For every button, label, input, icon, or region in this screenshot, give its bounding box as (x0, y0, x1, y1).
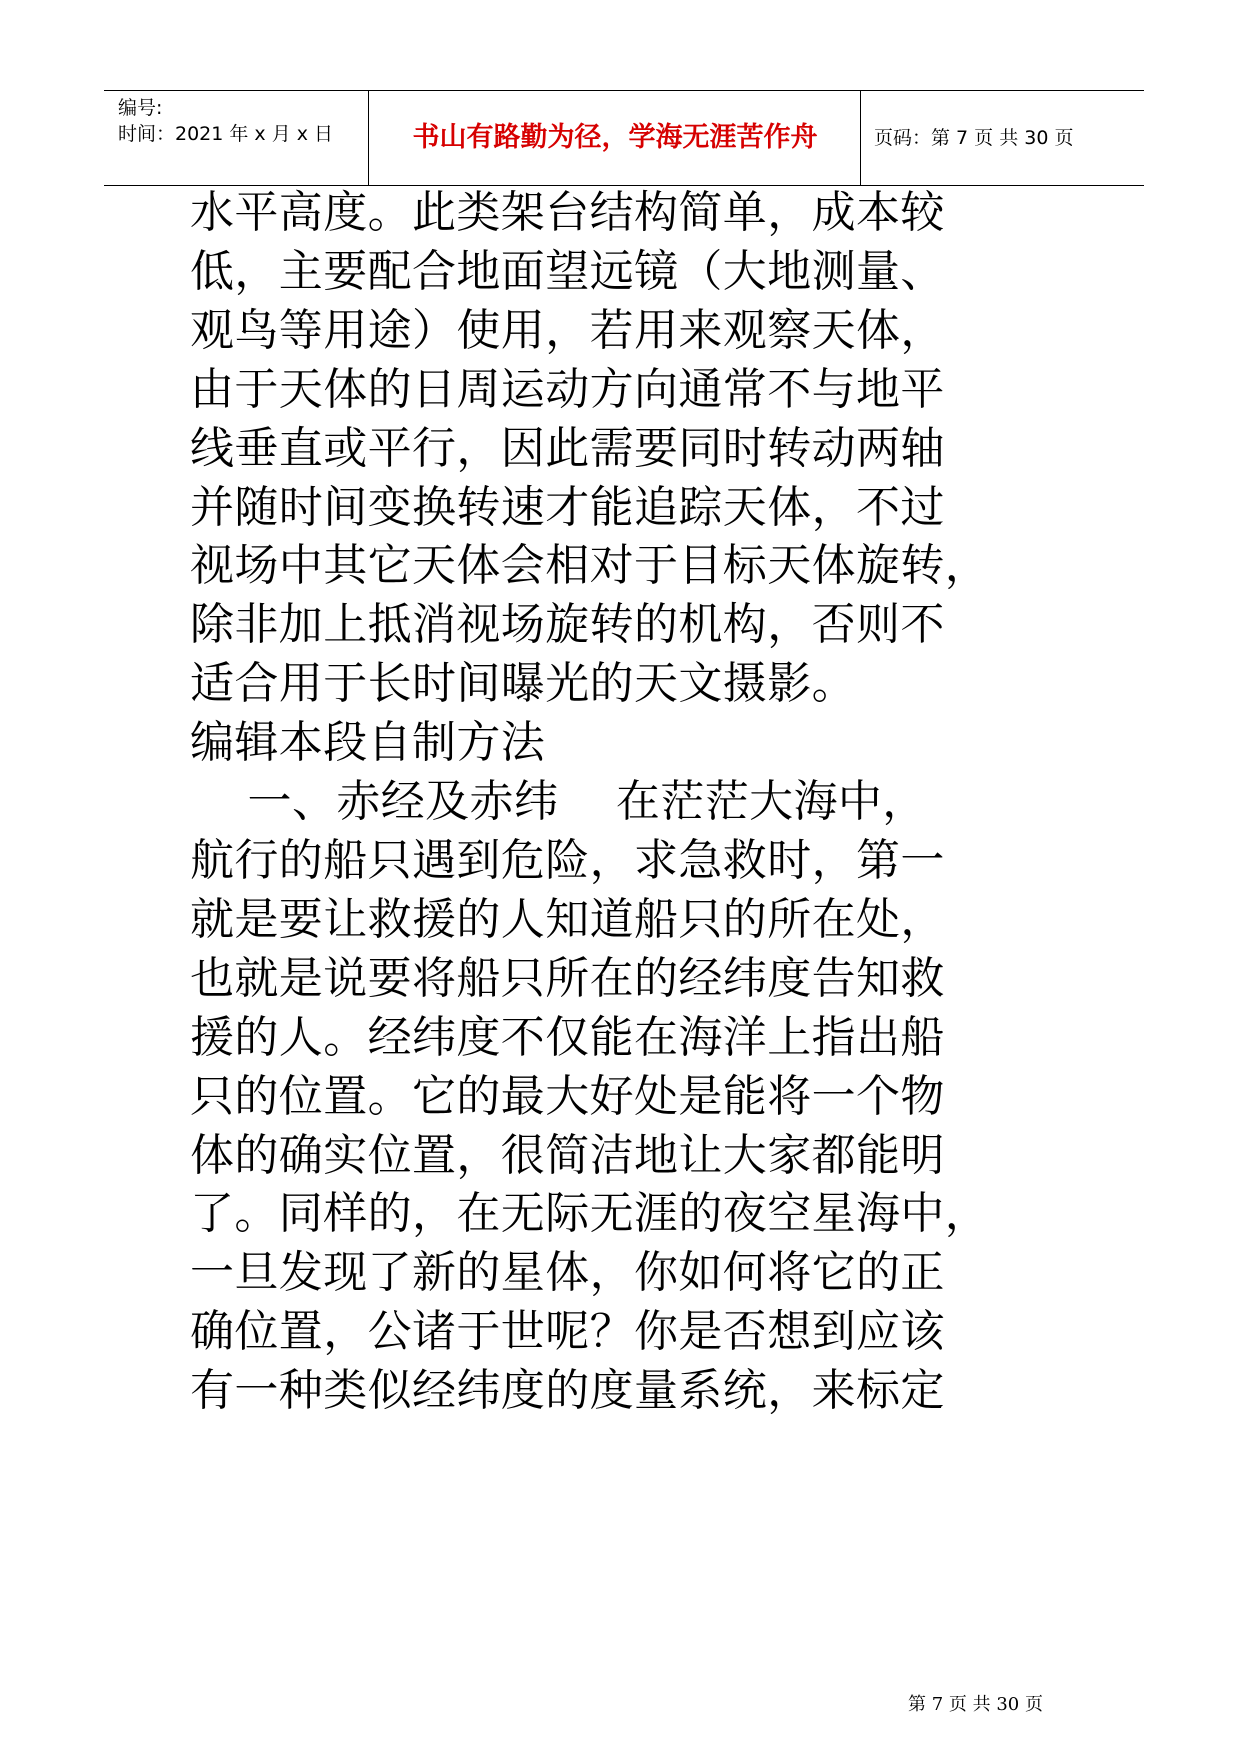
body-line: 援的人。经纬度不仅能在海洋上指出船 (190, 1011, 945, 1063)
header-meta (118, 91, 366, 185)
body-line: 一旦发现了新的星体，你如何将它的正 (190, 1247, 945, 1299)
body-line: 观鸟等用途）使用，若用来观察天体， (190, 304, 945, 356)
body-line: 适合用于长时间曝光的天文摄影。 (190, 658, 856, 710)
body-line: 了。同样的，在无际无涯的夜空星海中， (190, 1188, 990, 1240)
body-line: 体的确实位置，很简洁地让大家都能明 (190, 1129, 945, 1181)
body-line: 一、赤经及赤纬 在茫茫大海中， (190, 776, 927, 828)
body-line: 也就是说要将船只所在的经纬度告知救 (190, 952, 945, 1004)
body-line: 确位置，公诸于世呢？你是否想到应该 (190, 1306, 945, 1358)
section-heading: 编辑本段自制方法 (190, 717, 546, 769)
body-line: 低，主要配合地面望远镜（大地测量、 (190, 245, 945, 297)
header-number-label: 编号: (118, 97, 163, 119)
page-footer: 第 7 页 共 30 页 (908, 1694, 1043, 1715)
header-time-label: 时间：2021 年 x 月 x 日 (118, 123, 334, 145)
header-divider-left (368, 91, 369, 185)
header-page-info: 页码：第 7 页 共 30 页 (874, 127, 1074, 149)
body-line: 视场中其它天体会相对于目标天体旋转， (190, 540, 990, 592)
body-line: 水平高度。此类架台结构简单，成本较 (190, 187, 945, 238)
body-line: 航行的船只遇到危险，求急救时，第一 (190, 834, 945, 886)
header-motto: 书山有路勤为径，学海无涯苦作舟 (412, 122, 818, 153)
body-line: 有一种类似经纬度的度量系统，来标定 (190, 1365, 945, 1417)
body-line: 由于天体的日周运动方向通常不与地平 (190, 363, 945, 415)
page-header (104, 90, 1144, 186)
body-line: 并随时间变换转速才能追踪天体，不过 (190, 481, 945, 533)
document-body (190, 184, 1070, 1421)
body-line: 除非加上抵消视场旋转的机构，否则不 (190, 599, 945, 651)
header-divider-right (860, 91, 861, 185)
body-line: 线垂直或平行，因此需要同时转动两轴 (190, 422, 945, 474)
body-line: 只的位置。它的最大好处是能将一个物 (190, 1070, 945, 1122)
body-line: 就是要让救援的人知道船只的所在处， (190, 893, 945, 945)
